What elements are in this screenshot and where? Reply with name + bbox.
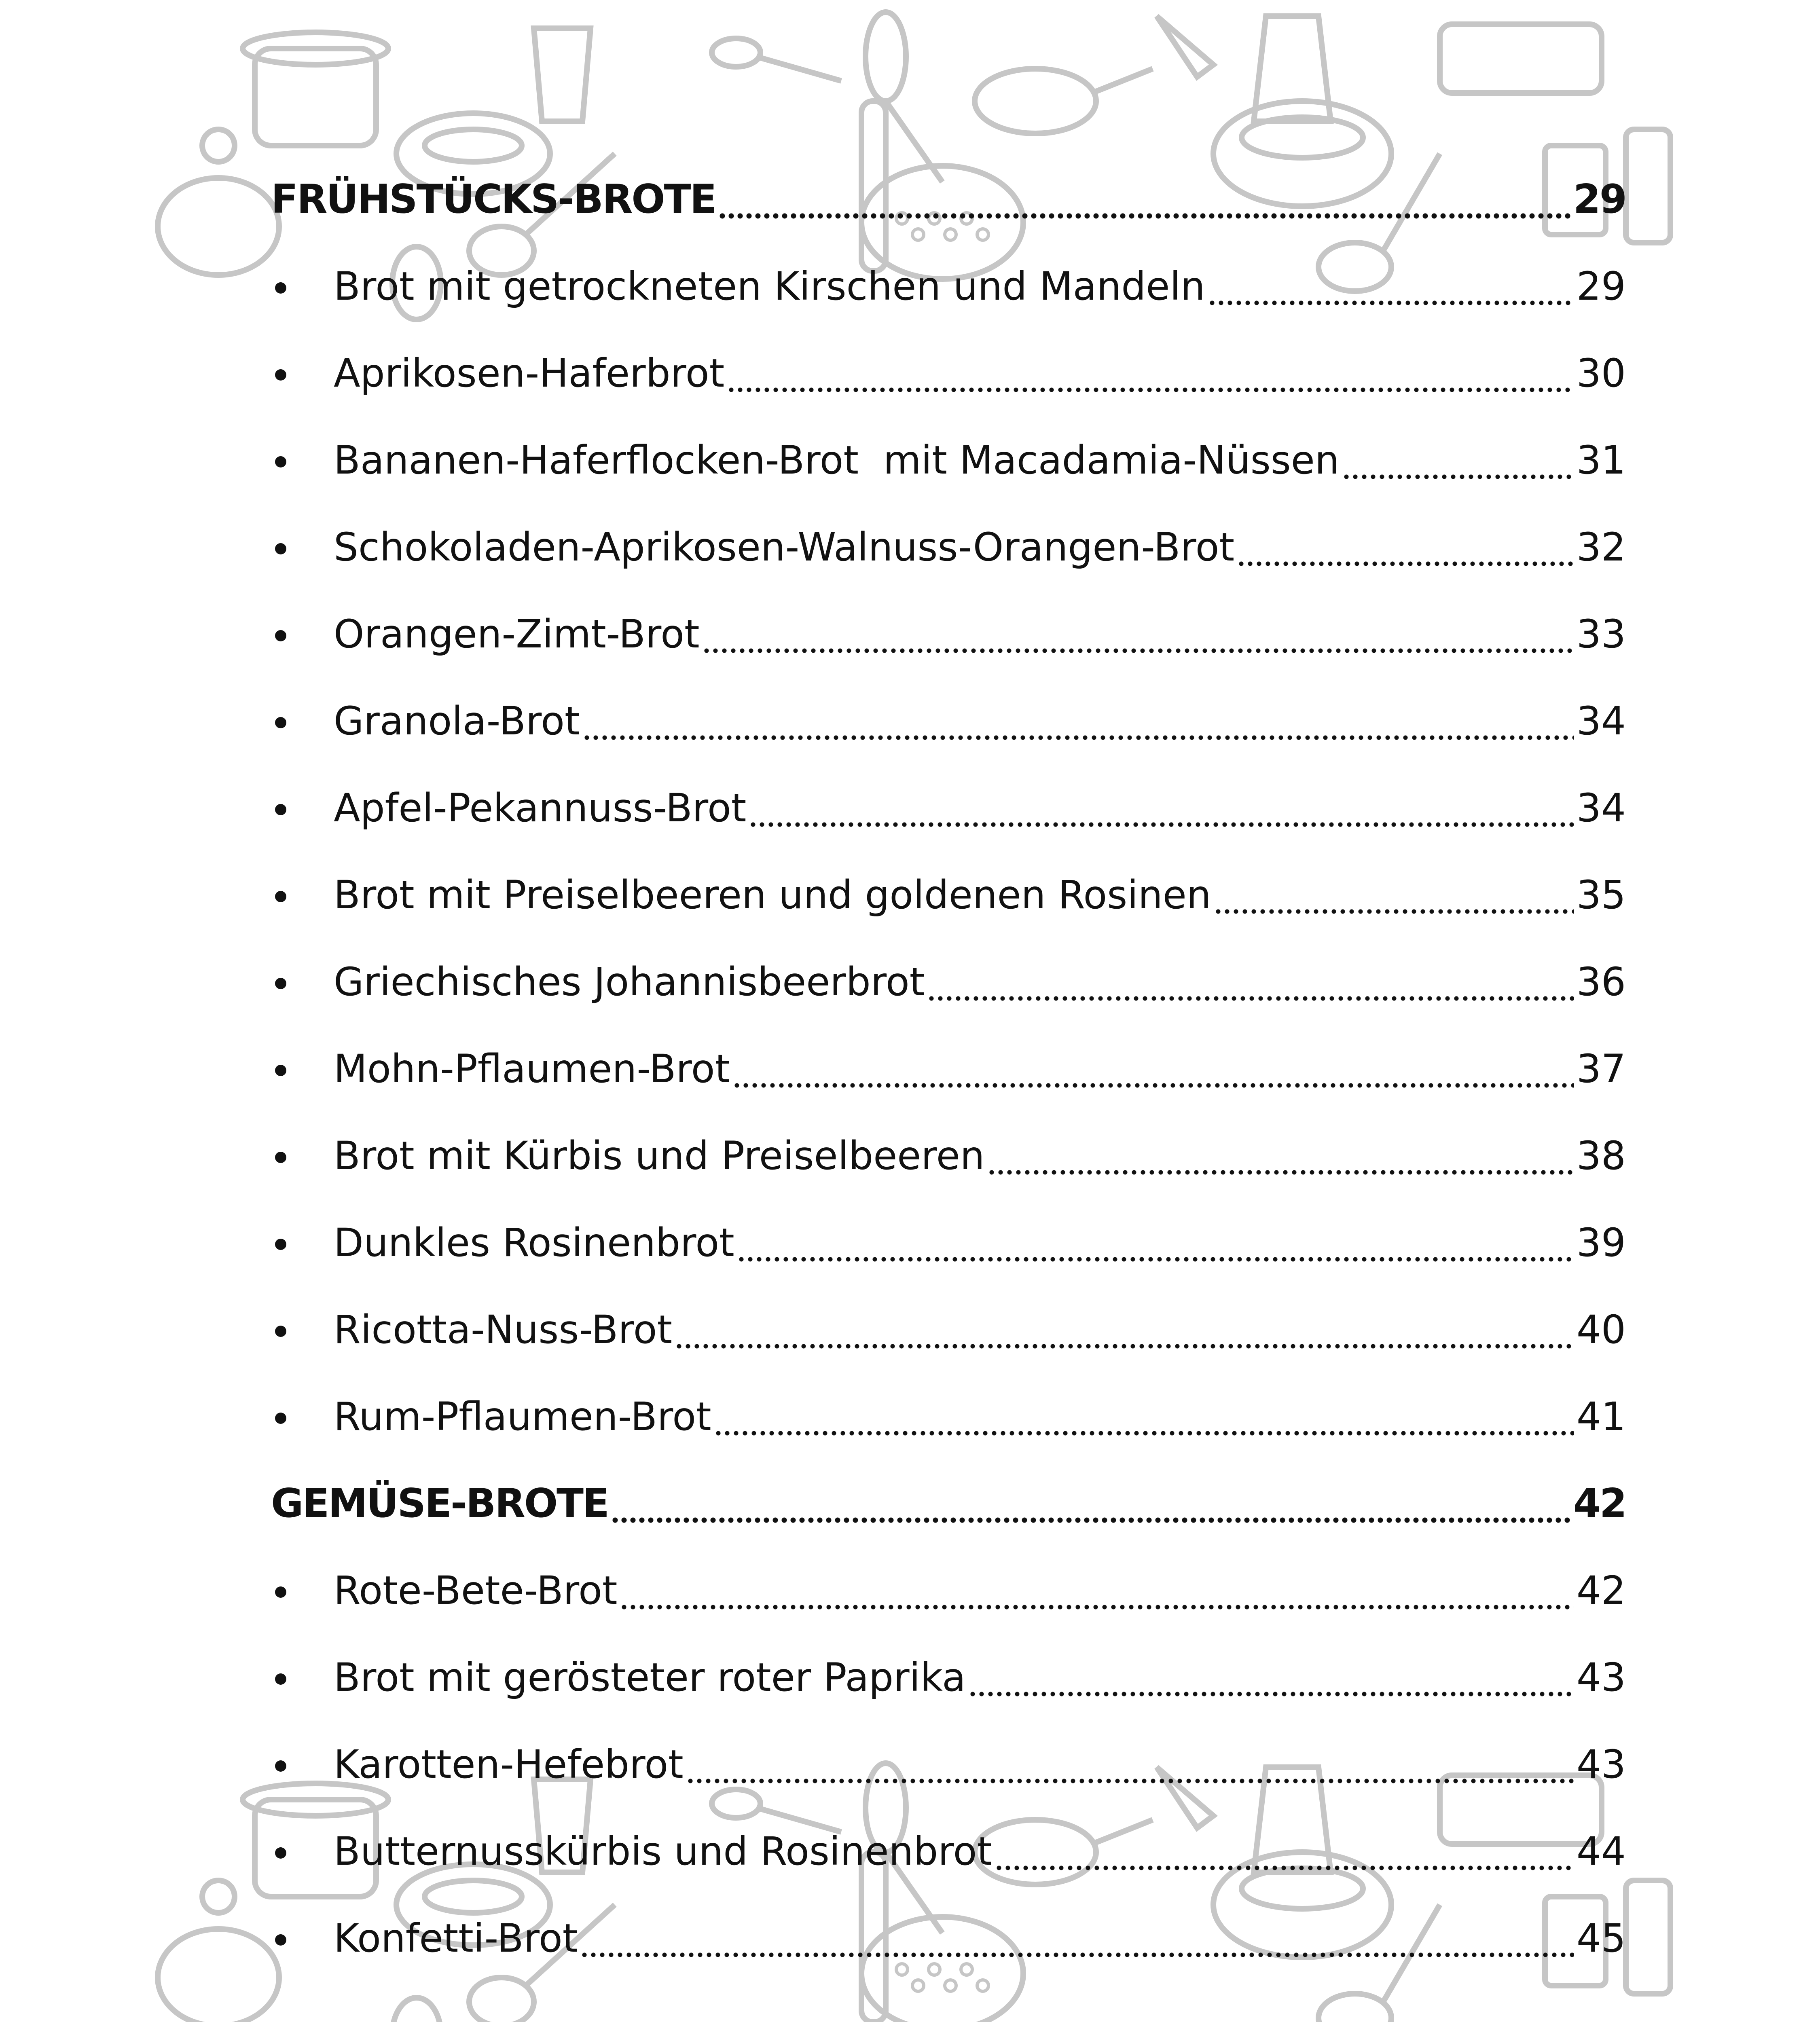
entry-title: Griechisches Johannisbeerbrot (334, 959, 925, 1005)
dot-leader (732, 1049, 1574, 1088)
bullet-icon (275, 1586, 286, 1598)
dot-leader (611, 1484, 1571, 1523)
entry-title: Karotten-Hefebrot (334, 1741, 684, 1787)
lidded-pot-icon (158, 1929, 279, 2022)
dot-leader (968, 1658, 1574, 1697)
page-number: 29 (1576, 263, 1626, 309)
bullet-icon (275, 978, 286, 989)
dot-leader (995, 1832, 1574, 1871)
page-number: 41 (1576, 1394, 1626, 1439)
dot-leader (675, 1310, 1574, 1349)
bullet-icon (275, 1673, 286, 1685)
bullet-icon (275, 1760, 286, 1772)
bullet-icon (275, 630, 286, 641)
page-number: 35 (1576, 872, 1626, 918)
page-number: 43 (1576, 1654, 1626, 1700)
spoon-icon (712, 38, 760, 67)
page-number: 37 (1576, 1046, 1626, 1091)
grater-icon (1626, 129, 1670, 243)
bullet-icon (275, 1065, 286, 1076)
bullet-icon (275, 1152, 286, 1163)
page-number: 40 (1576, 1307, 1626, 1352)
dot-leader (620, 1571, 1574, 1610)
frying-pan-icon (975, 69, 1096, 133)
page-number: 44 (1576, 1828, 1626, 1874)
cake-tin-icon (1440, 24, 1602, 93)
page-number: 32 (1576, 524, 1626, 570)
dot-leader (749, 789, 1574, 827)
dot-leader (737, 1223, 1574, 1262)
toc-entry[interactable] (271, 764, 1626, 851)
toc-entry[interactable] (271, 417, 1626, 503)
entry-title: Konfetti-Brot (334, 1915, 578, 1961)
toc-entry[interactable] (271, 1112, 1626, 1199)
toc-entry[interactable] (271, 851, 1626, 938)
spoon-handle-icon (756, 57, 841, 81)
entry-title: Rum-Pflaumen-Brot (334, 1394, 711, 1439)
toc-entry[interactable] (271, 1808, 1626, 1895)
toc-section-heading[interactable] (271, 156, 1626, 243)
page-number: 39 (1576, 1220, 1626, 1265)
toc-section-heading[interactable] (271, 1460, 1626, 1547)
toc-entry[interactable] (271, 1634, 1626, 1721)
dot-leader (702, 615, 1574, 654)
lid-knob-icon (202, 129, 235, 162)
whisk-icon (866, 12, 906, 101)
dot-leader (1208, 267, 1574, 306)
entry-title: Granola-Brot (334, 698, 580, 744)
page-number: 45 (1576, 1915, 1626, 1961)
bullet-icon (275, 456, 286, 467)
dot-leader (1237, 528, 1574, 567)
entry-title: Bananen-Haferflocken-Brot mit Macadamia-Nüssen (334, 437, 1340, 483)
entry-title: Apfel-Pekannuss-Brot (334, 785, 747, 831)
toc-entry[interactable] (271, 243, 1626, 330)
section-title: GEMÜSE-BROTE (271, 1480, 608, 1527)
bullet-icon (275, 1847, 286, 1859)
page-number: 31 (1576, 437, 1626, 483)
page-number: 42 (1576, 1567, 1626, 1613)
dot-leader (727, 354, 1574, 393)
entry-title: Brot mit Preiselbeeren und goldenen Rosinen (334, 872, 1211, 918)
ladle-right-icon (1318, 1994, 1391, 2022)
bullet-icon (275, 1326, 286, 1337)
dot-leader (582, 702, 1574, 740)
entry-title: Rote-Bete-Brot (334, 1567, 618, 1613)
page-number: 43 (1576, 1741, 1626, 1787)
section-title: FRÜHSTÜCKS-BROTE (271, 176, 716, 222)
toc-entry[interactable] (271, 938, 1626, 1025)
bullet-icon (275, 717, 286, 728)
toc-entry[interactable] (271, 1199, 1626, 1286)
glass-icon (534, 28, 590, 121)
dot-leader (714, 1397, 1574, 1436)
entry-title: Brot mit Kürbis und Preiselbeeren (334, 1133, 985, 1178)
toc-entry[interactable] (271, 1025, 1626, 1112)
page-number: 29 (1573, 176, 1626, 222)
bullet-icon (275, 369, 286, 381)
entry-title: Aprikosen-Haferbrot (334, 350, 725, 396)
bullet-icon (275, 1239, 286, 1250)
page-number: 36 (1576, 959, 1626, 1005)
page-number: 34 (1576, 698, 1626, 744)
page-number: 42 (1573, 1480, 1626, 1527)
toc-entry[interactable] (271, 1286, 1626, 1373)
colander-hole-icon (945, 1980, 956, 1991)
colander-hole-icon (977, 1980, 988, 1991)
bullet-icon (275, 543, 286, 554)
table-of-contents (271, 156, 1626, 1982)
dot-leader (1214, 876, 1574, 914)
page-number: 34 (1576, 785, 1626, 831)
ladle-icon (469, 1978, 534, 2022)
dot-leader (718, 180, 1570, 219)
entry-title: Butternusskürbis und Rosinenbrot (334, 1828, 993, 1874)
entry-title: Ricotta-Nuss-Brot (334, 1307, 673, 1352)
toc-entry[interactable] (271, 677, 1626, 764)
toc-entry[interactable] (271, 1373, 1626, 1460)
page-number: 33 (1576, 611, 1626, 657)
entry-title: Dunkles Rosinenbrot (334, 1220, 734, 1265)
toc-entry[interactable] (271, 590, 1626, 677)
bullet-icon (275, 1934, 286, 1946)
toc-entry[interactable] (271, 330, 1626, 417)
toc-entry[interactable] (271, 1721, 1626, 1808)
bullet-icon (275, 804, 286, 815)
entry-title: Schokoladen-Aprikosen-Walnuss-Orangen-Brot (334, 524, 1235, 570)
knife-icon (1157, 16, 1213, 77)
page-number: 38 (1576, 1133, 1626, 1178)
bullet-icon (275, 891, 286, 902)
lidded-pot-icon (158, 178, 279, 275)
grater-icon (1626, 1880, 1670, 1994)
toc-entry[interactable] (271, 1895, 1626, 1982)
bullet-icon (275, 1413, 286, 1424)
entry-title: Brot mit getrockneten Kirschen und Mandeln (334, 263, 1205, 309)
dot-leader (987, 1136, 1574, 1175)
dot-leader (1342, 441, 1574, 480)
entry-title: Brot mit gerösteter roter Paprika (334, 1654, 966, 1700)
toc-entry[interactable] (271, 503, 1626, 590)
entry-title: Mohn-Pflaumen-Brot (334, 1046, 730, 1091)
toc-entry[interactable] (271, 1547, 1626, 1634)
colander-hole-icon (912, 1980, 924, 1991)
entry-title: Orangen-Zimt-Brot (334, 611, 700, 657)
bullet-icon (275, 282, 286, 294)
dot-leader (580, 1919, 1574, 1958)
lid-knob-icon (202, 1880, 235, 1913)
pan-handle-icon (1092, 69, 1153, 93)
page-number: 30 (1576, 350, 1626, 396)
dot-leader (686, 1745, 1574, 1784)
slotted-spoon-icon (392, 1998, 441, 2022)
dot-leader (927, 962, 1574, 1001)
